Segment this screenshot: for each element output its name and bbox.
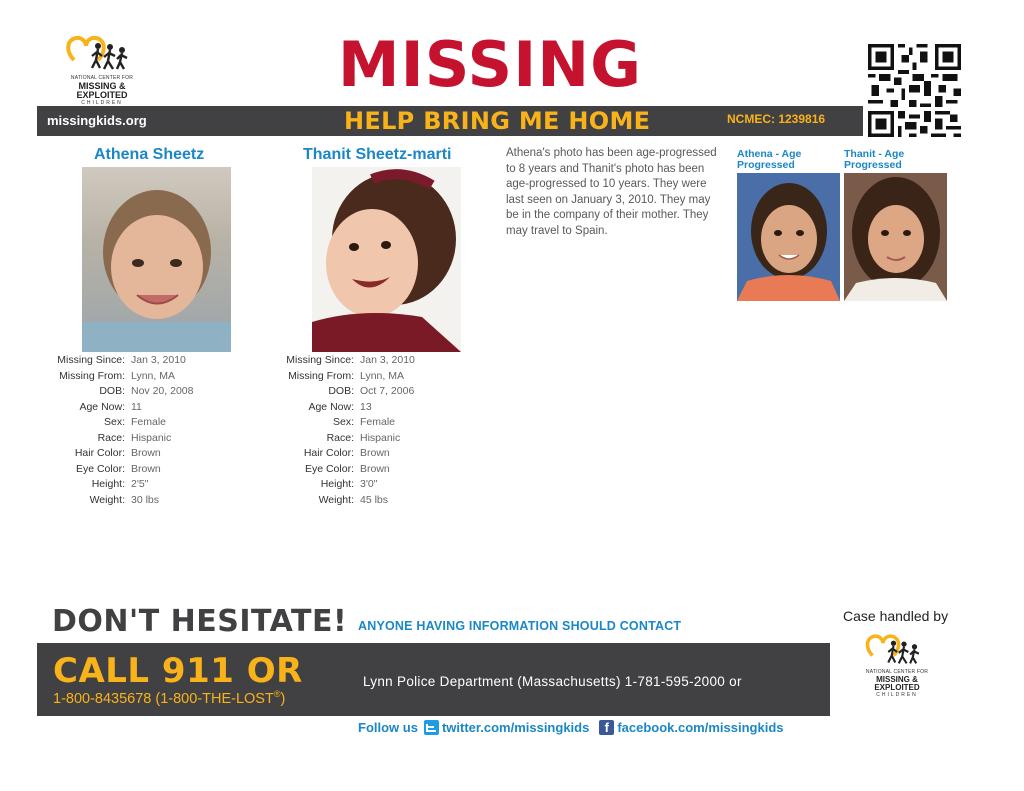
fact-row: [254, 431, 415, 447]
fact-label: Missing From:: [59, 369, 125, 382]
header-bar: [37, 106, 863, 136]
fact-value: 3'0": [360, 478, 378, 490]
fact-label: Age Now:: [308, 400, 354, 413]
hotline-text: 1-800-8435678 (1-800-THE-LOST: [53, 690, 274, 707]
follow-us-label: Follow us: [358, 720, 418, 735]
fact-value: Jan 3, 2010: [131, 354, 186, 366]
fact-label: Missing Since:: [57, 354, 125, 366]
fact-row: [254, 477, 415, 493]
fact-value: Female: [360, 416, 396, 428]
fact-value: Brown: [360, 462, 390, 475]
fact-row: [25, 431, 193, 447]
fact-row: [254, 462, 415, 478]
fact-value: Brown: [131, 462, 161, 475]
fact-value: 11: [131, 400, 142, 413]
facebook-link[interactable]: facebook.com/missingkids: [617, 720, 784, 735]
fact-row: [25, 415, 193, 431]
fact-value: Brown: [131, 447, 161, 459]
photo-athena: [82, 167, 231, 352]
child-name-athena: Athena Sheetz: [94, 146, 205, 163]
twitter-link[interactable]: twitter.com/missingkids: [441, 720, 590, 735]
age-progressed-athena-line2: Progressed: [737, 159, 795, 171]
logo-line-national: NATIONAL CENTER FOR: [70, 75, 134, 81]
fact-label: Missing Since:: [286, 354, 354, 366]
fact-row: [254, 446, 415, 462]
child-name-thanit: Thanit Sheetz-marti: [303, 146, 452, 163]
facebook-icon: f: [599, 720, 614, 735]
fact-label: Sex:: [103, 416, 125, 428]
registered-mark: ®: [273, 689, 281, 699]
fact-row: [254, 415, 415, 431]
fact-row: [254, 384, 415, 400]
facts-athena: [25, 353, 193, 508]
fact-value: Brown: [360, 447, 390, 459]
fact-row: [254, 493, 415, 509]
fact-label: Weight:: [89, 493, 125, 506]
logo-line-missing: MISSING &: [78, 81, 126, 91]
site-link[interactable]: missingkids.org: [47, 113, 147, 128]
fact-label: Age Now:: [79, 400, 125, 413]
fact-label: Hair Color:: [74, 447, 125, 459]
fact-label: Height:: [320, 478, 354, 490]
fact-value: 2'5": [131, 478, 149, 490]
fact-label: Sex:: [332, 416, 354, 428]
logo-line-exploited: EXPLOITED: [76, 90, 128, 100]
fact-row: [25, 369, 193, 385]
fact-row: [254, 353, 415, 369]
help-bring-me-home: HELP BRING ME HOME: [344, 107, 651, 135]
follow-us: [358, 720, 784, 735]
fact-row: [25, 384, 193, 400]
dont-hesitate-heading: DON'T HESITATE!: [52, 604, 348, 639]
call-911: CALL 911 OR: [53, 651, 303, 691]
fact-label: Eye Color:: [75, 462, 125, 475]
fact-value: Lynn, MA: [360, 369, 404, 382]
anyone-having-information: ANYONE HAVING INFORMATION SHOULD CONTACT: [358, 619, 682, 633]
photo-thanit-age-progressed: [844, 173, 947, 301]
photo-thanit: [312, 167, 461, 352]
fact-label: Missing From:: [288, 369, 354, 382]
twitter-icon: [424, 720, 439, 735]
fact-row: [25, 446, 193, 462]
fact-label: Race:: [326, 431, 354, 444]
fact-label: Hair Color:: [303, 447, 354, 459]
fact-value: Lynn, MA: [131, 369, 175, 382]
fact-label: Weight:: [318, 493, 354, 506]
age-progressed-thanit-line1: Thanit - Age: [844, 148, 905, 160]
logo-line-children: CHILDREN: [81, 100, 123, 106]
fact-value: Female: [131, 416, 167, 428]
fact-value: 13: [360, 400, 372, 413]
logo2-line-missing: MISSING &: [876, 675, 918, 684]
logo2-line-exploited: EXPLOITED: [874, 683, 920, 692]
fact-row: [25, 477, 193, 493]
hotline-close: ): [280, 690, 286, 707]
logo2-line-children: CHILDREN: [876, 692, 918, 698]
missing-title: MISSING: [337, 28, 643, 101]
fact-label: DOB:: [328, 385, 354, 397]
ncmec-logo: [62, 34, 142, 106]
case-description: Athena's photo has been age-progressed to 8 years and Thanit's photo has been age-progressed to 10 years. They were last seen on January 3, 2010. They may be in the company of their mother. They may travel to Spain.: [506, 147, 717, 237]
call-bar: [37, 643, 830, 716]
fact-value: Hispanic: [131, 431, 172, 444]
case-number: NCMEC: 1239816: [727, 112, 826, 126]
photo-athena-age-progressed: [737, 173, 840, 301]
age-progressed-athena-line1: Athena - Age: [737, 148, 802, 160]
fact-label: Eye Color:: [304, 462, 354, 475]
fact-label: Race:: [97, 431, 125, 444]
fact-value: Hispanic: [360, 431, 401, 444]
fact-value: Jan 3, 2010: [360, 354, 415, 366]
fact-row: [25, 353, 193, 369]
logo2-line-national: NATIONAL CENTER FOR: [865, 669, 929, 675]
fact-row: [25, 400, 193, 416]
fact-row: [25, 493, 193, 509]
fact-value: Nov 20, 2008: [131, 385, 194, 397]
police-contact: Lynn Police Department (Massachusetts) 1-781-595-2000 or: [363, 674, 742, 689]
running-children-icon-small: [862, 630, 932, 674]
hotline-number[interactable]: [53, 689, 285, 707]
fact-row: [254, 369, 415, 385]
qr-code-icon[interactable]: [867, 44, 962, 137]
running-children-icon: [62, 34, 142, 78]
age-progressed-label-thanit: [844, 149, 904, 171]
age-progressed-thanit-line2: Progressed: [844, 159, 902, 171]
fact-value: Oct 7, 2006: [360, 385, 415, 397]
fact-value: 45 lbs: [360, 493, 389, 506]
ncmec-logo-small: [862, 630, 932, 704]
age-progressed-label-athena: [737, 149, 801, 171]
fact-row: [254, 400, 415, 416]
fact-label: Height:: [91, 478, 125, 490]
facts-thanit: [254, 353, 415, 508]
fact-row: [25, 462, 193, 478]
fact-label: DOB:: [99, 385, 125, 397]
case-handled-by: Case handled by: [843, 608, 949, 624]
fact-value: 30 lbs: [131, 493, 160, 506]
